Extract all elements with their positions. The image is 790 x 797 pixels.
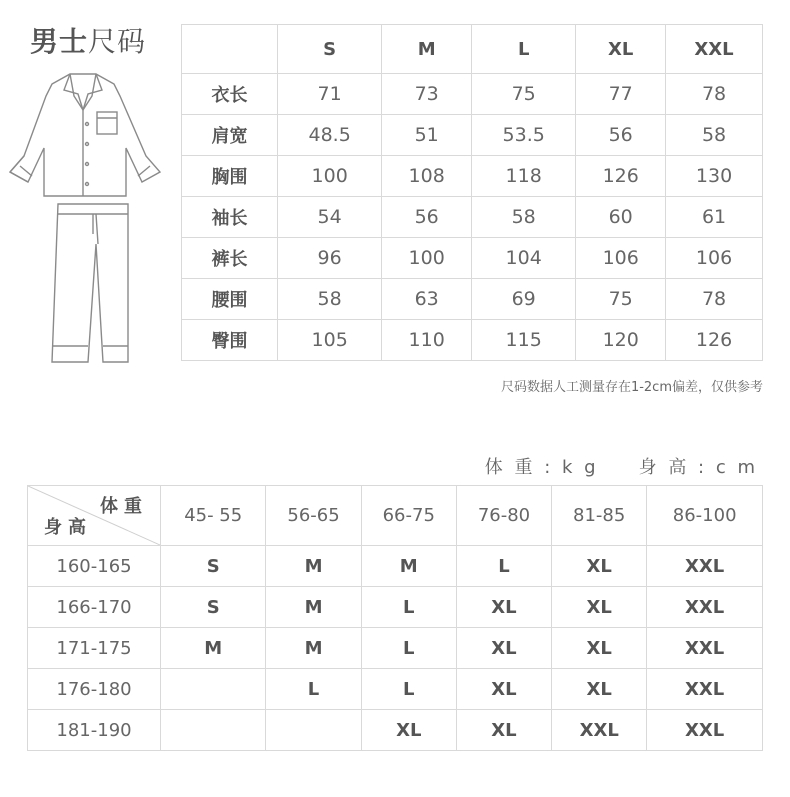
size-recommendation-cell: M (161, 628, 266, 669)
size-recommendation-cell: XL (552, 587, 647, 628)
size-chart-row (182, 320, 763, 361)
size-cell: 60 (576, 197, 666, 238)
page-title (30, 20, 146, 60)
size-cell: 104 (472, 238, 576, 279)
size-recommendation-cell: L (361, 587, 456, 628)
size-cell: 130 (666, 156, 763, 197)
size-cell: 48.5 (278, 115, 382, 156)
size-cell: 54 (278, 197, 382, 238)
size-header-cell: XL (576, 25, 666, 74)
size-chart-row (182, 74, 763, 115)
weight-header-cell: 56-65 (266, 486, 361, 546)
fit-chart-row (28, 669, 763, 710)
height-row-label: 176-180 (28, 669, 161, 710)
corner-weight-label: 体重 (100, 496, 148, 517)
size-cell: 100 (278, 156, 382, 197)
size-cell: 108 (382, 156, 472, 197)
size-recommendation-cell: XXL (647, 587, 763, 628)
size-recommendation-cell: S (161, 546, 266, 587)
height-row-label: 166-170 (28, 587, 161, 628)
size-chart-row (182, 156, 763, 197)
size-recommendation-cell: XL (456, 669, 551, 710)
size-cell: 118 (472, 156, 576, 197)
size-recommendation-cell: L (266, 669, 361, 710)
size-chart-header-row (182, 25, 763, 74)
pajama-illustration (8, 64, 166, 364)
title-rest: 尺码 (88, 25, 147, 58)
size-recommendation-cell: XL (552, 628, 647, 669)
size-recommendation-cell: XL (552, 546, 647, 587)
fit-chart-row (28, 628, 763, 669)
size-row-label: 胸围 (182, 156, 278, 197)
size-recommendation-cell: M (266, 628, 361, 669)
size-cell: 61 (666, 197, 763, 238)
size-recommendation-cell: XXL (552, 710, 647, 751)
weight-header-cell: 86-100 (647, 486, 763, 546)
weight-header-cell: 45- 55 (161, 486, 266, 546)
size-chart-row (182, 115, 763, 156)
units-legend (485, 453, 758, 479)
size-recommendation-cell (161, 669, 266, 710)
size-cell: 73 (382, 74, 472, 115)
size-cell: 75 (576, 279, 666, 320)
size-row-label: 衣长 (182, 74, 278, 115)
size-cell: 53.5 (472, 115, 576, 156)
size-recommendation-cell: XL (456, 710, 551, 751)
size-cell: 100 (382, 238, 472, 279)
fit-chart-row (28, 546, 763, 587)
size-header-cell: S (278, 25, 382, 74)
size-recommendation-cell: S (161, 587, 266, 628)
size-recommendation-cell: M (361, 546, 456, 587)
fit-chart-row (28, 587, 763, 628)
size-cell: 58 (472, 197, 576, 238)
size-row-label: 腰围 (182, 279, 278, 320)
size-cell: 126 (576, 156, 666, 197)
size-recommendation-cell (266, 710, 361, 751)
size-cell: 58 (666, 115, 763, 156)
size-recommendation-cell: XXL (647, 546, 763, 587)
size-recommendation-cell: XL (361, 710, 456, 751)
size-recommendation-cell: M (266, 587, 361, 628)
size-cell: 63 (382, 279, 472, 320)
size-cell: 58 (278, 279, 382, 320)
size-header-cell: M (382, 25, 472, 74)
size-cell: 69 (472, 279, 576, 320)
height-row-label: 160-165 (28, 546, 161, 587)
height-row-label: 171-175 (28, 628, 161, 669)
size-recommendation-cell: XXL (647, 669, 763, 710)
size-recommendation-cell: XL (552, 669, 647, 710)
size-row-label: 肩宽 (182, 115, 278, 156)
size-chart-row (182, 238, 763, 279)
weight-header-cell: 76-80 (456, 486, 551, 546)
height-unit: 身 高 : c m (638, 457, 758, 478)
size-chart-table (181, 24, 763, 361)
size-cell: 120 (576, 320, 666, 361)
size-recommendation-cell: L (456, 546, 551, 587)
measurement-note: 尺码数据人工测量存在1-2cm偏差，仅供参考 (500, 380, 763, 395)
size-recommendation-cell: XXL (647, 710, 763, 751)
weight-header-cell: 66-75 (361, 486, 456, 546)
size-cell: 106 (666, 238, 763, 279)
size-cell: 51 (382, 115, 472, 156)
size-chart-row (182, 197, 763, 238)
size-row-label: 袖长 (182, 197, 278, 238)
fit-chart-table (27, 485, 763, 751)
size-recommendation-cell: XXL (647, 628, 763, 669)
size-cell: 78 (666, 74, 763, 115)
size-chart-row (182, 279, 763, 320)
size-recommendation-cell: L (361, 669, 456, 710)
title-bold: 男士 (30, 25, 89, 58)
size-cell: 77 (576, 74, 666, 115)
size-cell: 56 (382, 197, 472, 238)
size-header-cell (182, 25, 278, 74)
size-recommendation-cell (161, 710, 266, 751)
size-recommendation-cell: L (361, 628, 456, 669)
size-cell: 126 (666, 320, 763, 361)
size-cell: 96 (278, 238, 382, 279)
size-header-cell: L (472, 25, 576, 74)
size-cell: 71 (278, 74, 382, 115)
size-recommendation-cell: XL (456, 587, 551, 628)
size-cell: 115 (472, 320, 576, 361)
size-row-label: 臀围 (182, 320, 278, 361)
size-recommendation-cell: XL (456, 628, 551, 669)
size-cell: 110 (382, 320, 472, 361)
fit-chart-row (28, 710, 763, 751)
corner-header-cell (28, 486, 161, 546)
size-row-label: 裤长 (182, 238, 278, 279)
size-header-cell: XXL (666, 25, 763, 74)
weight-unit: 体 重 : k g (484, 457, 599, 478)
size-cell: 106 (576, 238, 666, 279)
size-cell: 105 (278, 320, 382, 361)
weight-header-cell: 81-85 (552, 486, 647, 546)
fit-chart-header-row (28, 486, 763, 546)
size-cell: 78 (666, 279, 763, 320)
size-cell: 56 (576, 115, 666, 156)
size-recommendation-cell: M (266, 546, 361, 587)
size-cell: 75 (472, 74, 576, 115)
height-row-label: 181-190 (28, 710, 161, 751)
corner-height-label: 身高 (44, 517, 92, 538)
